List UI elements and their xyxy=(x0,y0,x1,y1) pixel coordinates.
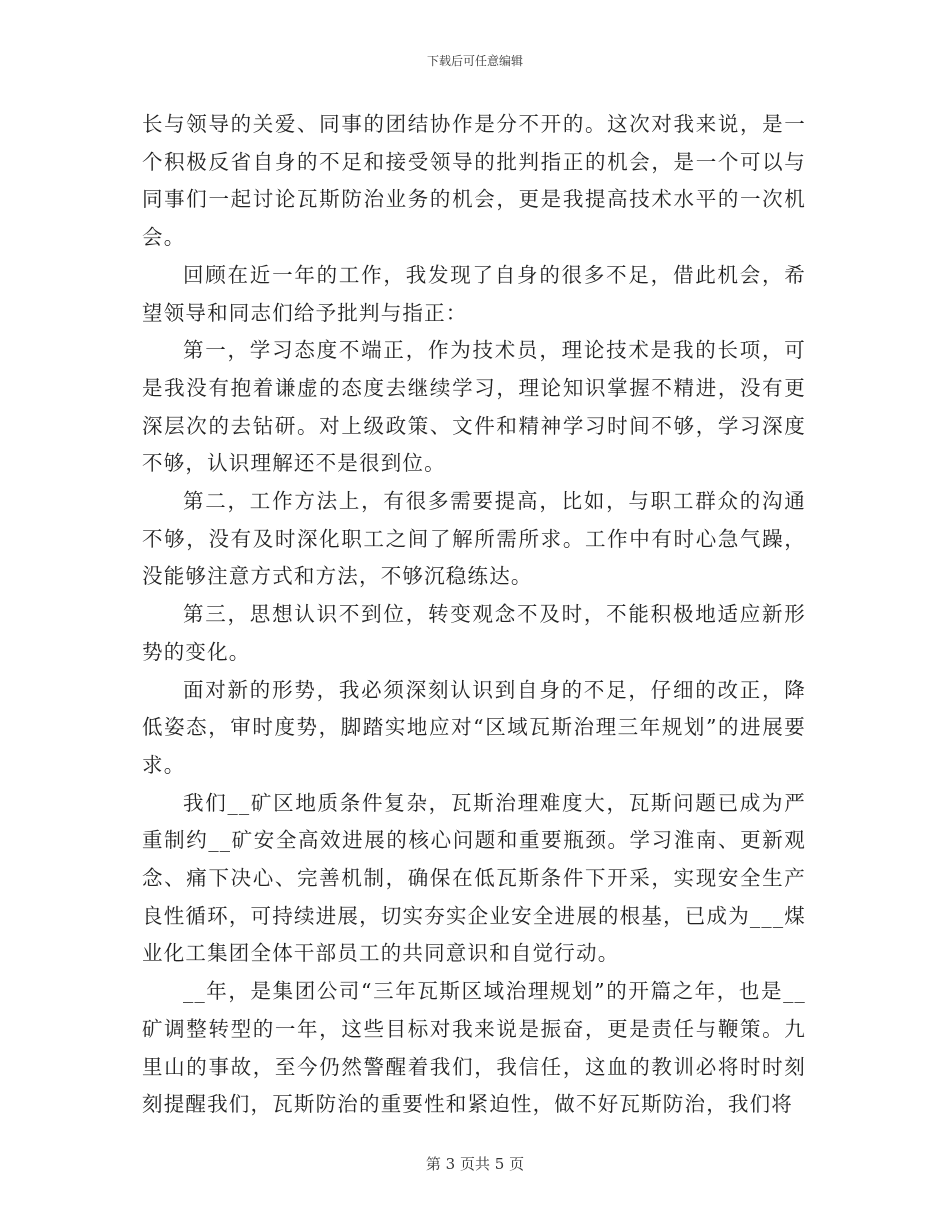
document-body xyxy=(142,106,806,1124)
page-footer: 第 3 页共 5 页 xyxy=(425,1155,525,1173)
paragraph-5: 第三，思想认识不到位，转变观念不及时，不能积极地适应新形势的变化。 xyxy=(142,602,806,664)
paragraph-7: 我们__矿区地质条件复杂，瓦斯治理难度大，瓦斯问题已成为严重制约__矿安全高效进展的核心问题和重要瓶颈。学习淮南、更新观念、痛下决心、完善机制，确保在低瓦斯条件下开采，实现安全生产良性循环，可持续进展，切实夯实企业安全进展的根基，已成为___煤业化工集团全体干部员工的共同意识和自觉行动。 xyxy=(142,790,806,966)
paragraph-2: 回顾在近一年的工作，我发现了自身的很多不足，借此机会，希望领导和同志们给予批判与指正： xyxy=(142,262,806,325)
paragraph-1: 长与领导的关爱、同事的团结协作是分不开的。这次对我来说，是一个积极反省自身的不足和接受领导的批判指正的机会，是一个可以与同事们一起讨论瓦斯防治业务的机会，更是我提高技术水平的一次机会。 xyxy=(142,112,806,250)
paragraph-3: 第一，学习态度不端正，作为技术员，理论技术是我的长项，可是我没有抱着谦虚的态度去继续学习，理论知识掌握不精进，没有更深层次的去钻研。对上级政策、文件和精神学习时间不够，学习深度不够，认识理解还不是很到位。 xyxy=(142,338,806,476)
page-header: 下载后可任意编辑 xyxy=(426,54,523,68)
paragraph-8: __年，是集团公司“三年瓦斯区域治理规划”的开篇之年，也是__矿调整转型的一年，这些目标对我来说是振奋，更是责任与鞭策。九里山的事故，至今仍然警醒着我们，我信任，这血的教训必将时时刻刻提醒我们，瓦斯防治的重要性和紧迫性，做不好瓦斯防治，我们将 xyxy=(142,979,806,1117)
paragraph-4: 第二，工作方法上，有很多需要提高，比如，与职工群众的沟通不够，没有及时深化职工之间了解所需所求。工作中有时心急气躁，没能够注意方式和方法，不够沉稳练达。 xyxy=(142,489,806,589)
paragraph-6: 面对新的形势，我必须深刻认识到自身的不足，仔细的改正，降低姿态，审时度势，脚踏实地应对“区域瓦斯治理三年规划”的进展要求。 xyxy=(142,677,806,777)
